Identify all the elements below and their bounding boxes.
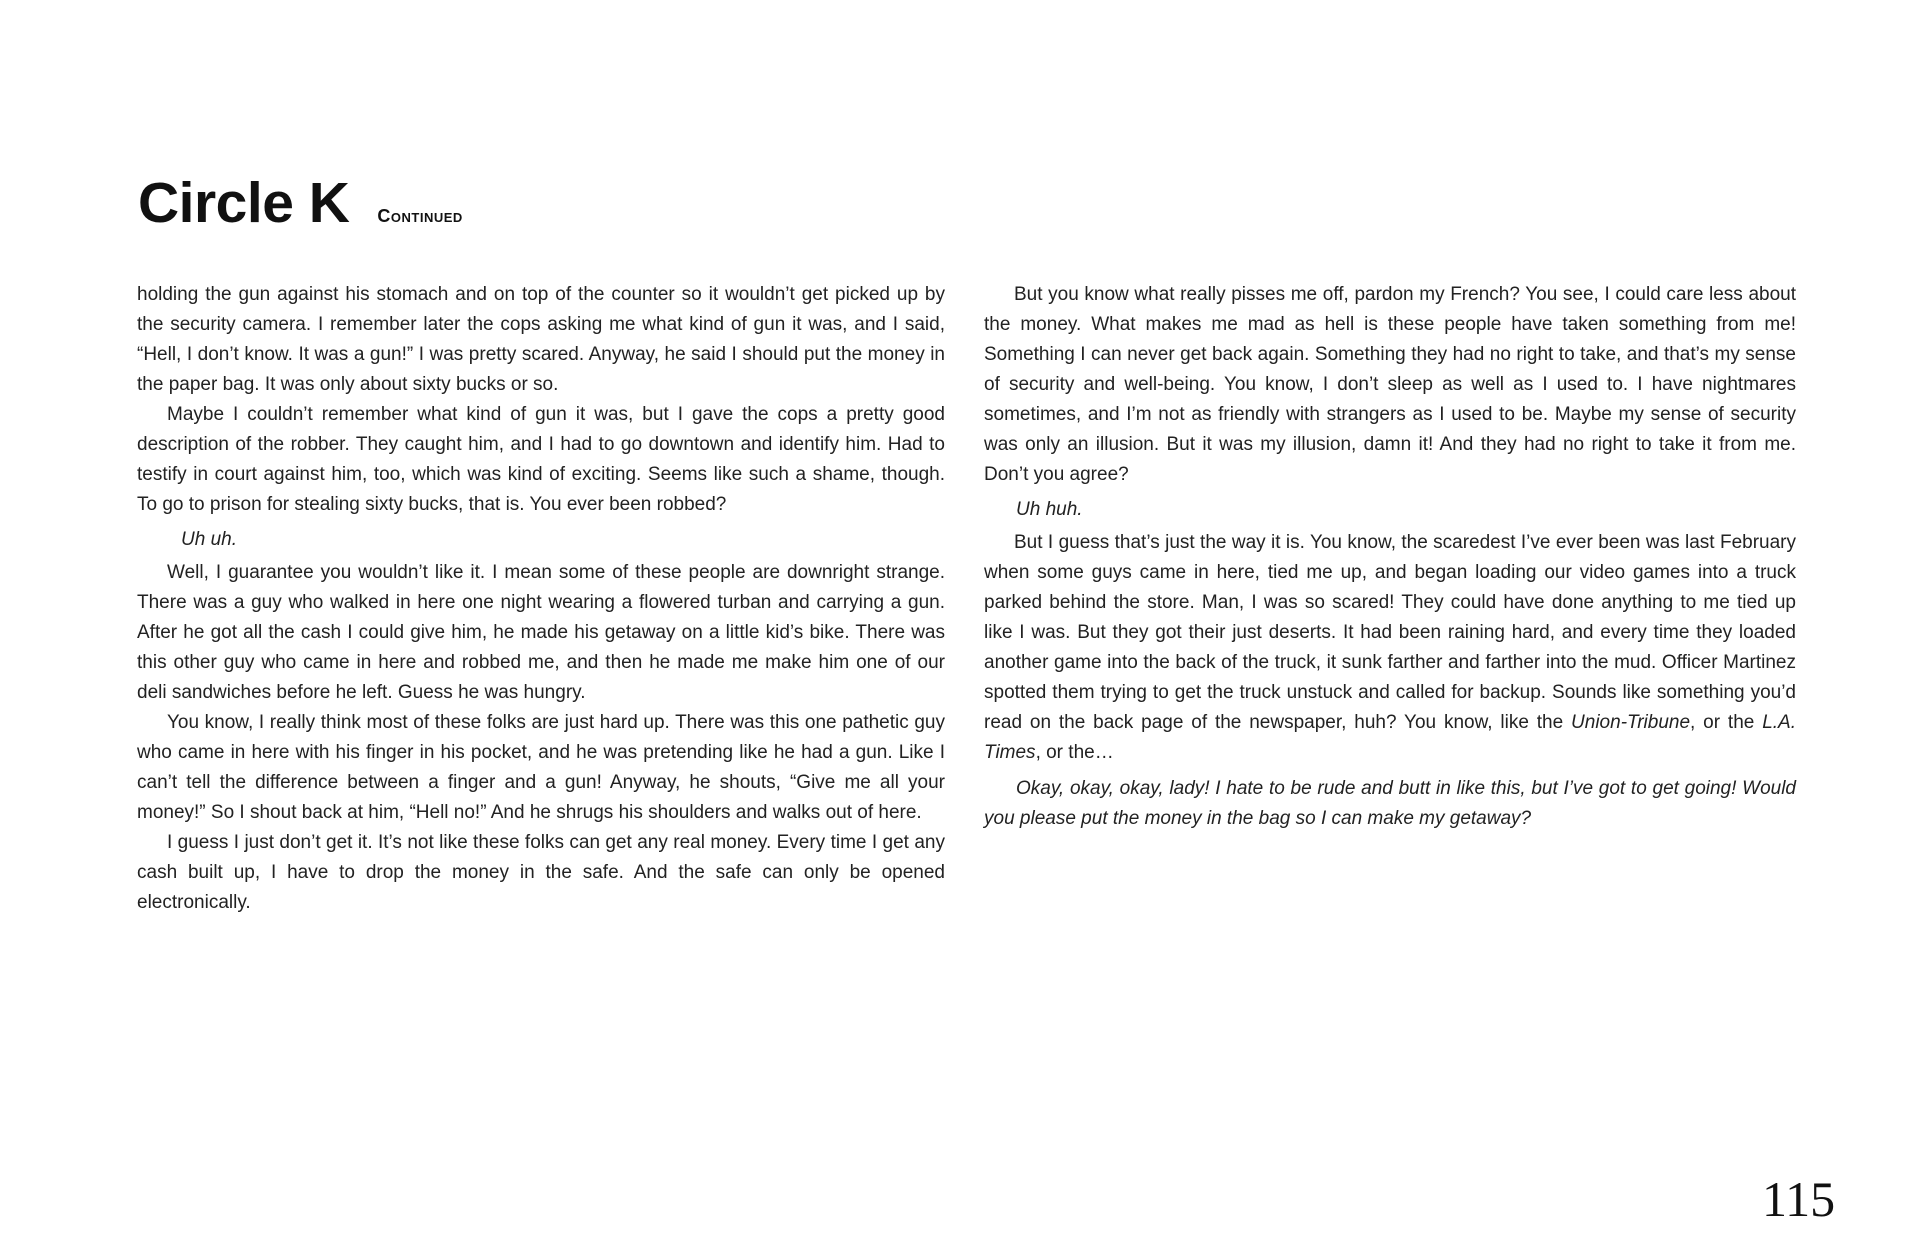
paragraph: But you know what really pisses me off, pardon my French? You see, I could care less about the money. What makes me mad as hell is these people have taken something from me! Something I can never get back again. Something they had no right to take, and that’s my sense of security and well-being. You know, I don’t sleep as well as I used to. I have nightmares sometimes, and I’m not as friendly with strangers as I used to be. Maybe my sense of security was only an illusion. But it was my illusion, damn it! And they had no right to take it from me. Don’t you agree? [984,284,1796,485]
newspaper-title: Union-Tribune [1571,712,1691,733]
paragraph-text: , or the… [1035,742,1114,763]
right-text-column [984,280,1796,834]
reply-line: Uh uh. [181,529,237,550]
newspaper-title: L.A. Times [984,712,1796,763]
left-text-column [137,280,945,918]
paragraph [984,528,1796,768]
closing-dialogue: Okay, okay, okay, lady! I hate to be rude and butt in like this, but I’ve got to get going! Would you please put the money in the bag so I can make my getaway? [984,778,1796,829]
paragraph-text: But I guess that’s just the way it is. You know, the scaredest I’ve ever been was last February when some guys came in here, tied me up, and began loading our video games into a truck parked behind the store. Man, I was so scared! They could have done anything to me tied up like I was. But they got their just deserts. It had been raining hard, and every time they loaded another game into the back of the truck, it sunk farther and farther into the mud. Officer Martinez spotted them trying to get the truck unstuck and called for backup. Sounds like something you’d read on the back page of the newspaper, huh? You know, like the [984,532,1796,733]
page-number: 115 [1762,1171,1836,1227]
paragraph: You know, I really think most of these folks are just hard up. There was this one pathetic guy who came in here with his finger in his pocket, and he was pretending like he had a gun. Like I can’t tell the difference between a finger and a gun! Anyway, he shouts, “Give me all your money!” So I shout back at him, “Hell no!” And he shrugs his shoulders and walks out of here. [137,712,945,823]
paragraph-text: , or the [1690,712,1763,733]
story-title: Circle K [138,171,350,235]
paragraph: holding the gun against his stomach and on top of the counter so it wouldn’t get picked up by the security camera. I remember later the cops asking me what kind of gun it was, and I said, “Hell, I don’t know. It was a gun!” I was pretty scared. Anyway, he said I should put the money in the paper bag. It was only about sixty bucks or so. [137,284,945,395]
paragraph: I guess I just don’t get it. It’s not like these folks can get any real money. Every time I get any cash built up, I have to drop the money in the safe. And the safe can only be opened electronically. [137,832,945,913]
continued-label: Continued [377,206,463,226]
paragraph: Maybe I couldn’t remember what kind of gun it was, but I gave the cops a pretty good description of the robber. They caught him, and I had to go downtown and identify him. Had to testify in court against him, too, which was kind of exciting. Seems like such a shame, though. To go to prison for stealing sixty bucks, that is. You ever been robbed? [137,404,945,515]
page-heading [138,170,463,236]
paragraph: Well, I guarantee you wouldn’t like it. I mean some of these people are downright strange. There was a guy who walked in here one night wearing a flowered turban and carrying a gun. After he got all the cash I could give him, he made his getaway on a little kid’s bike. There was this other guy who came in here and robbed me, and then he made me make him one of our deli sandwiches before he left. Guess he was hungry. [137,562,945,703]
reply-line: Uh huh. [1016,499,1083,520]
